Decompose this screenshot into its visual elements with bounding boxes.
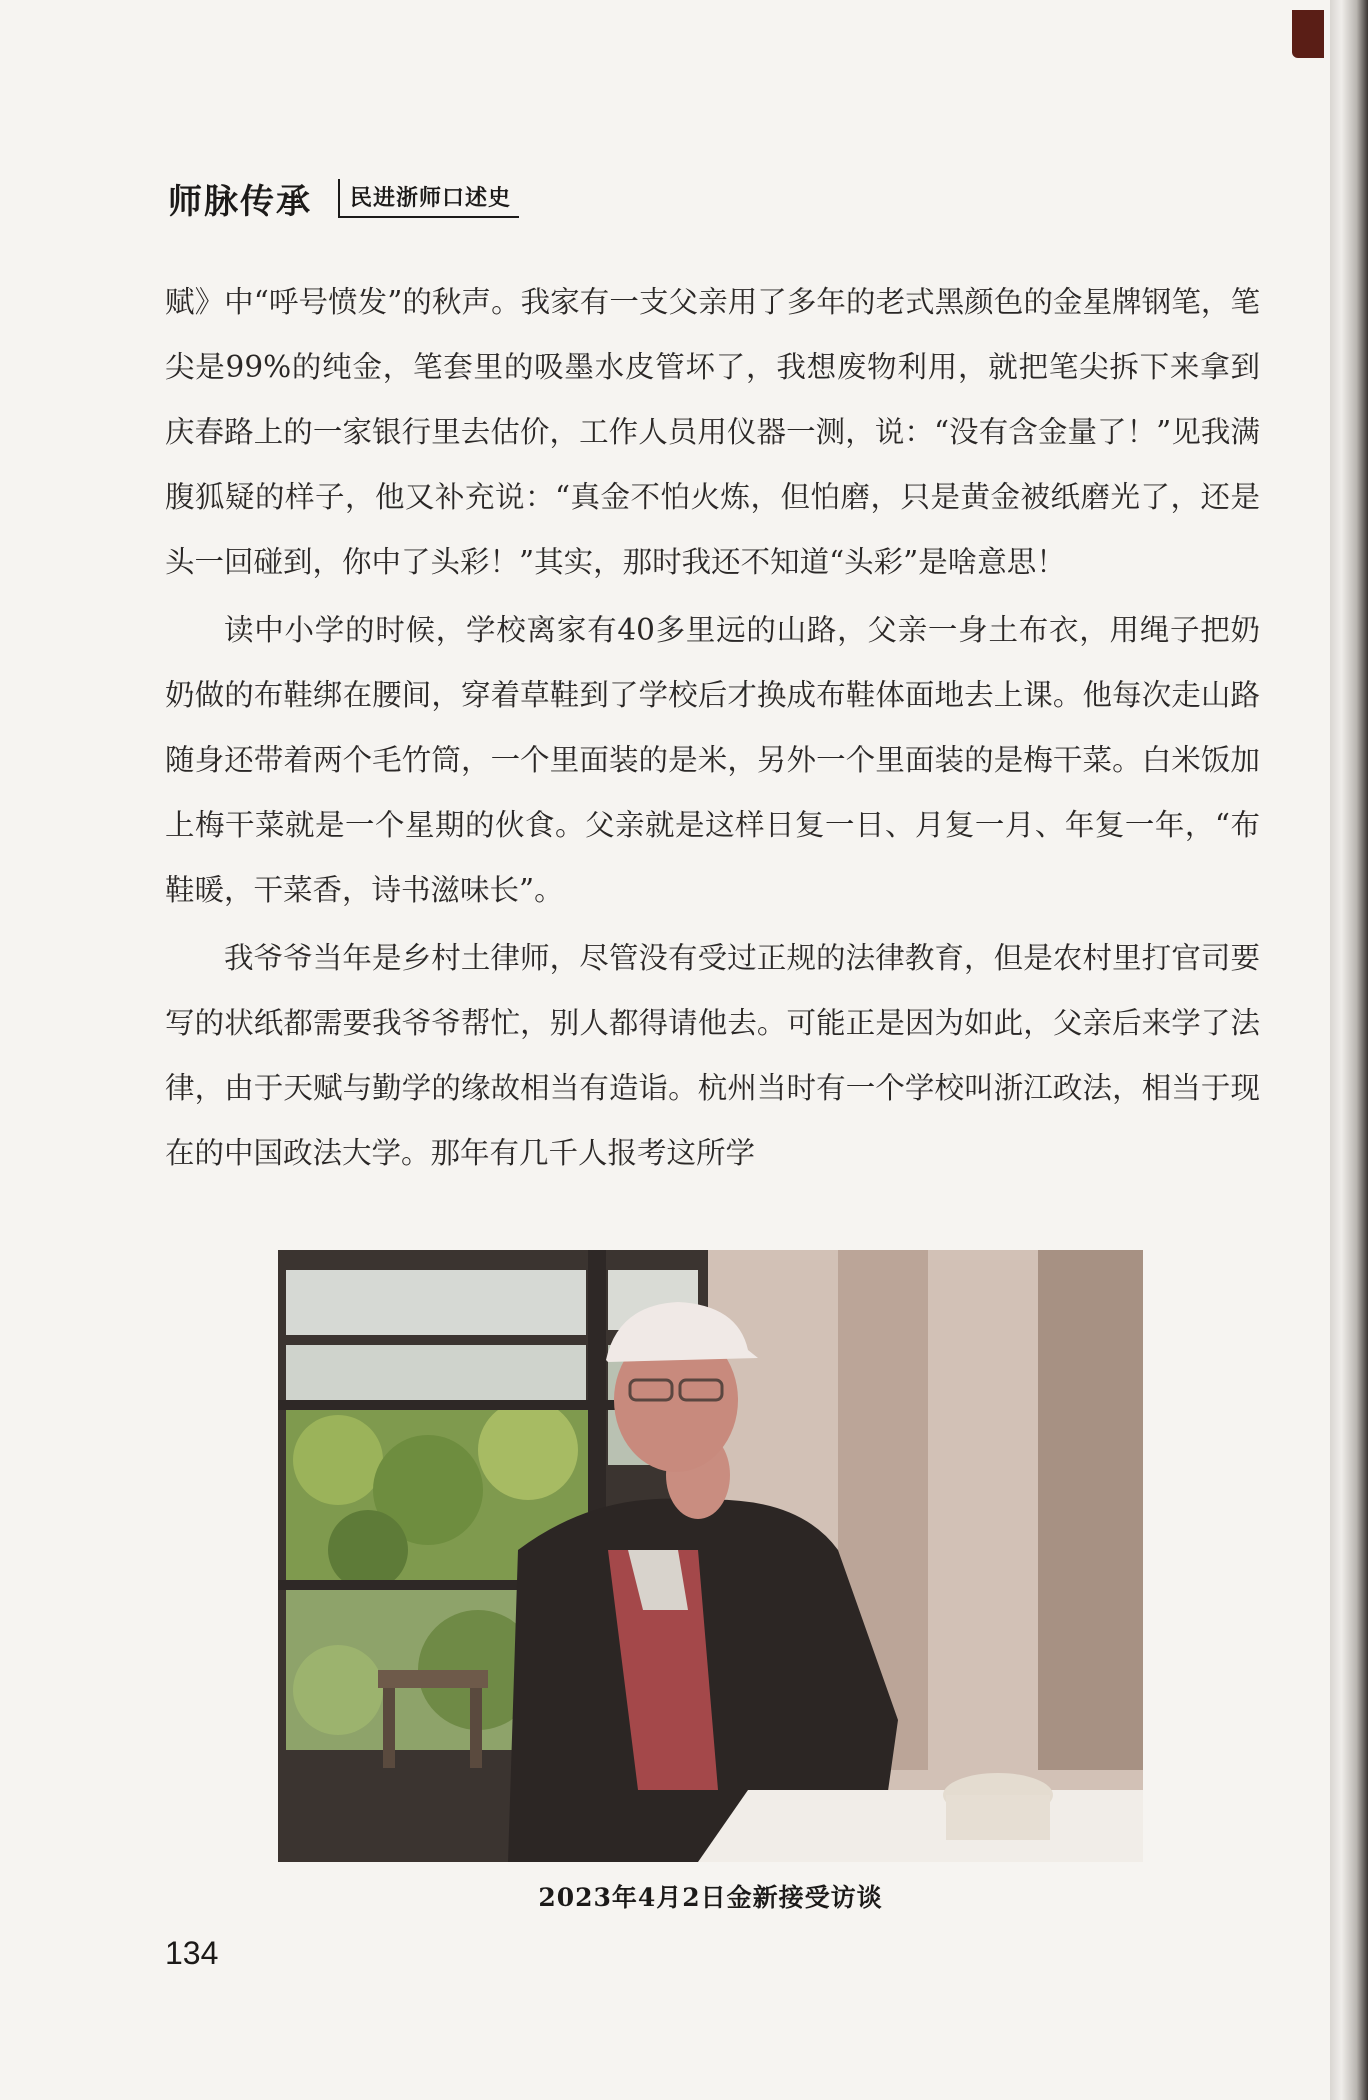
header-title: 师脉传承 (168, 181, 312, 222)
body-text (165, 270, 1260, 1189)
photo-caption: 2023年4月2日金新接受访谈 (538, 1883, 883, 1912)
page-number: 134 (165, 1935, 219, 1971)
paragraph-1: 赋》中“呼号愤发”的秋声。我家有一支父亲用了多年的老式黑颜色的金星牌钢笔，笔尖是99%的纯金，笔套里的吸墨水皮管坏了，我想废物利用，就把笔尖拆下来拿到庆春路上的一家银行里去估价，工作人员用仪器一测，说：“没有含金量了！”见我满腹狐疑的样子，他又补充说：“真金不怕火炼，但怕磨，只是黄金被纸磨光了，还是头一回碰到，你中了头彩！”其实，那时我还不知道“头彩”是啥意思！ (165, 285, 1260, 579)
interview-photo (278, 1250, 1143, 1862)
paragraph-3: 我爷爷当年是乡村土律师，尽管没有受过正规的法律教育，但是农村里打官司要写的状纸都需要我爷爷帮忙，别人都得请他去。可能正是因为如此，父亲后来学了法律，由于天赋与勤学的缘故相当有造诣。杭州当时有一个学校叫浙江政法，相当于现在的中国政法大学。那年有几千人报考这所学 (165, 941, 1260, 1170)
header-subtitle: 民进浙师口述史 (338, 179, 519, 218)
photo-illustration (278, 1250, 1143, 1862)
page-corner-tab (1292, 10, 1324, 58)
paragraph-2: 读中小学的时候，学校离家有40多里远的山路，父亲一身土布衣，用绳子把奶奶做的布鞋绑在腰间，穿着草鞋到了学校后才换成布鞋体面地去上课。他每次走山路随身还带着两个毛竹筒，一个里面装的是米，另外一个里面装的是梅干菜。白米饭加上梅干菜就是一个星期的伙食。父亲就是这样日复一日、月复一月、年复一年，“布鞋暖，干菜香，诗书滋味长”。 (165, 613, 1260, 907)
running-header (168, 168, 519, 228)
page-edge-shadow (1330, 0, 1368, 2100)
